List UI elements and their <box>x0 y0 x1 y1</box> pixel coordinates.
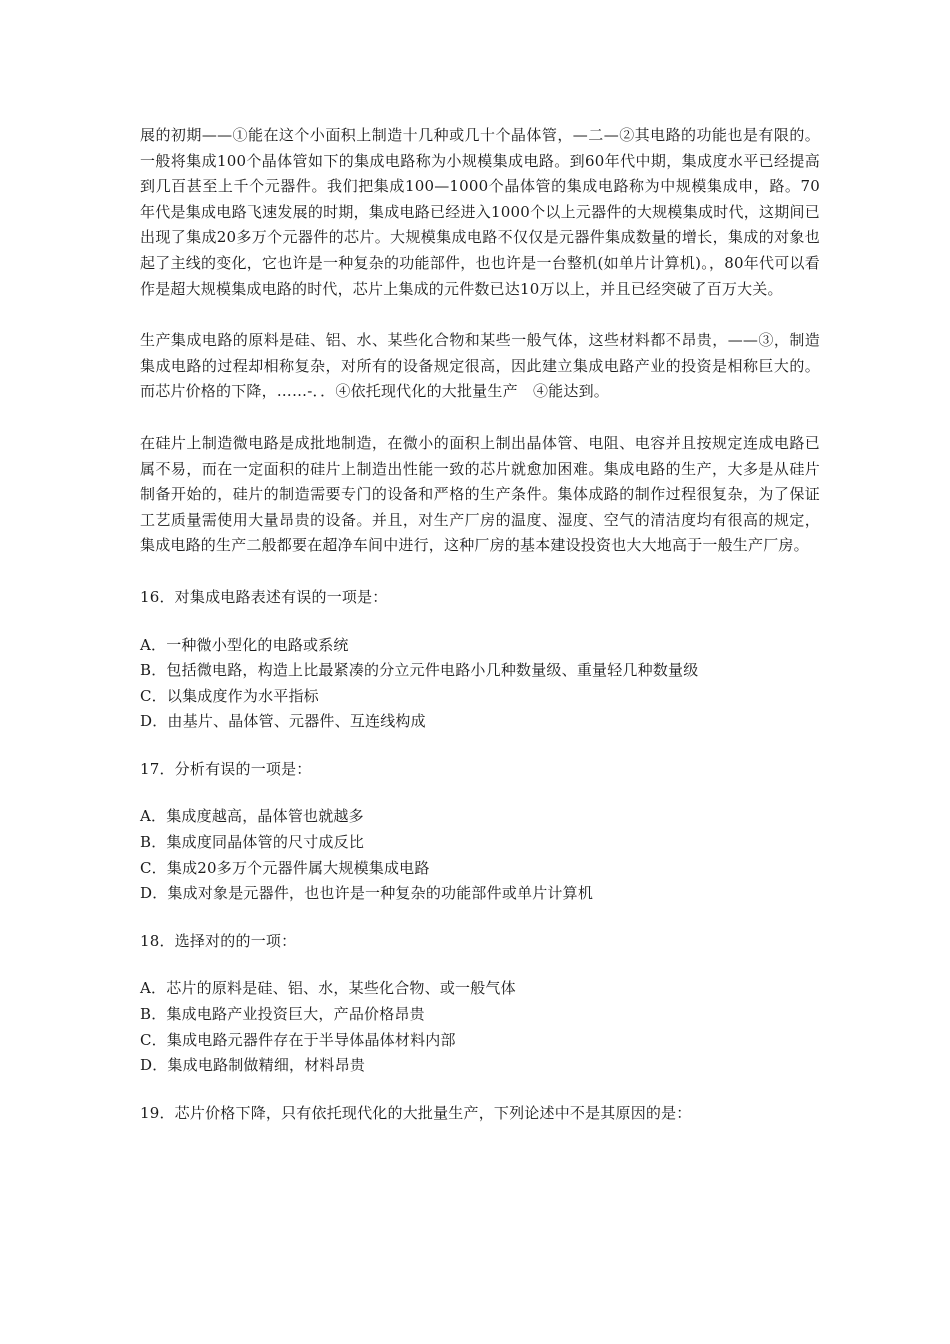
question-spacer <box>140 611 820 633</box>
question-17-option-b: B．集成度同晶体管的尺寸成反比 <box>140 833 365 852</box>
question-spacer <box>140 954 820 976</box>
question-spacer <box>140 1079 820 1101</box>
question-18-options <box>140 976 820 1078</box>
question-17-option-a: A．集成度越高，晶体管也就越多 <box>140 807 364 826</box>
question-19-stem: 19．芯片价格下降，只有依托现代化的大批量生产，下列论述中不是其原因的是： <box>140 1103 692 1122</box>
passage-paragraph-1: 展的初期——①能在这个小面积上制造十几种或几十个晶体管，—二—②其电路的功能也是有限的。一般将集成100个晶体管如下的集成电路称为小规模集成电路。到60年代中期，集成度水平已经提高到几百甚至上千个元器件。我们把集成100—1000个晶体管的集成电路称为中规模集成申，路。70年代是集成电路飞速发展的时期，集成电路已经进入1000个以上元器件的大规模集成时代，这期间已出现了集成20多万个元器件的芯片。大规模集成电路不仅仅是元器件集成数量的增长，集成的对象也起了主线的变化，它也许是一种复杂的功能部件，也也许是一台整机(如单片计算机)。，80年代可以看作是超大规模集成电路的时代，芯片上集成的元件数已达10万以上，并且已经突破了百万大关。 <box>140 126 820 298</box>
question-16-stem: 16．对集成电路表述有误的一项是： <box>140 587 388 606</box>
question-18-option-b: B．集成电路产业投资巨大，产品价格昂贵 <box>140 1005 425 1024</box>
paragraph-spacer <box>140 559 820 585</box>
question-17-option-d: D．集成对象是元器件，也也许是一种复杂的功能部件或单片计算机 <box>140 884 594 903</box>
question-18-option-a: A．芯片的原料是硅、铝、水，某些化合物、或一般气体 <box>140 979 516 998</box>
question-16-option-b: B．包括微电路，构造上比最紧凑的分立元件电路小几种数量级、重量轻几种数量级 <box>140 661 699 680</box>
paragraph-spacer <box>140 405 820 431</box>
question-16-option-c: C．以集成度作为水平指标 <box>140 686 319 705</box>
question-16-option-a: A．一种微小型化的电路或系统 <box>140 635 349 654</box>
question-spacer <box>140 735 820 757</box>
question-16-options <box>140 633 820 735</box>
paragraph-spacer <box>140 302 820 328</box>
question-18-stem: 18．选择对的的一项： <box>140 931 297 950</box>
question-spacer <box>140 782 820 804</box>
passage-paragraph-2: 生产集成电路的原料是硅、铝、水、某些化合物和某些一般气体，这些材料都不昂贵，——③，制造集成电路的过程却相称复杂，对所有的设备规定很高，因此建立集成电路产业的投资是相称巨大的。而芯片价格的下降，……-．．④依托现代化的大批量生产 ④能达到。 <box>140 331 820 401</box>
question-18-option-c: C．集成电路元器件存在于半导体晶体材料内部 <box>140 1030 456 1049</box>
question-16-option-d: D．由基片、晶体管、元器件、互连线构成 <box>140 712 426 731</box>
question-spacer <box>140 907 820 929</box>
question-18-option-d: D．集成电路制做精细，材料昂贵 <box>140 1056 366 1075</box>
document-page <box>140 123 820 1126</box>
question-17-stem: 17．分析有误的一项是： <box>140 759 312 778</box>
question-17-options <box>140 804 820 906</box>
question-17-option-c: C．集成20多万个元器件属大规模集成电路 <box>140 858 430 877</box>
passage-paragraph-3: 在硅片上制造微电路是成批地制造，在微小的面积上制出晶体管、电阻、电容并且按规定连成电路已属不易，而在一定面积的硅片上制造出性能一致的芯片就愈加困难。集成电路的生产，大多是从硅片制备开始的，硅片的制造需要专门的设备和严格的生产条件。集体成路的制作过程很复杂，为了保证工艺质量需使用大量昂贵的设备。并且，对生产厂房的温度、湿度、空气的清洁度均有很高的规定，集成电路的生产二般都要在超净车间中进行，这种厂房的基本建设投资也大大地高于一般生产厂房。 <box>140 433 820 555</box>
